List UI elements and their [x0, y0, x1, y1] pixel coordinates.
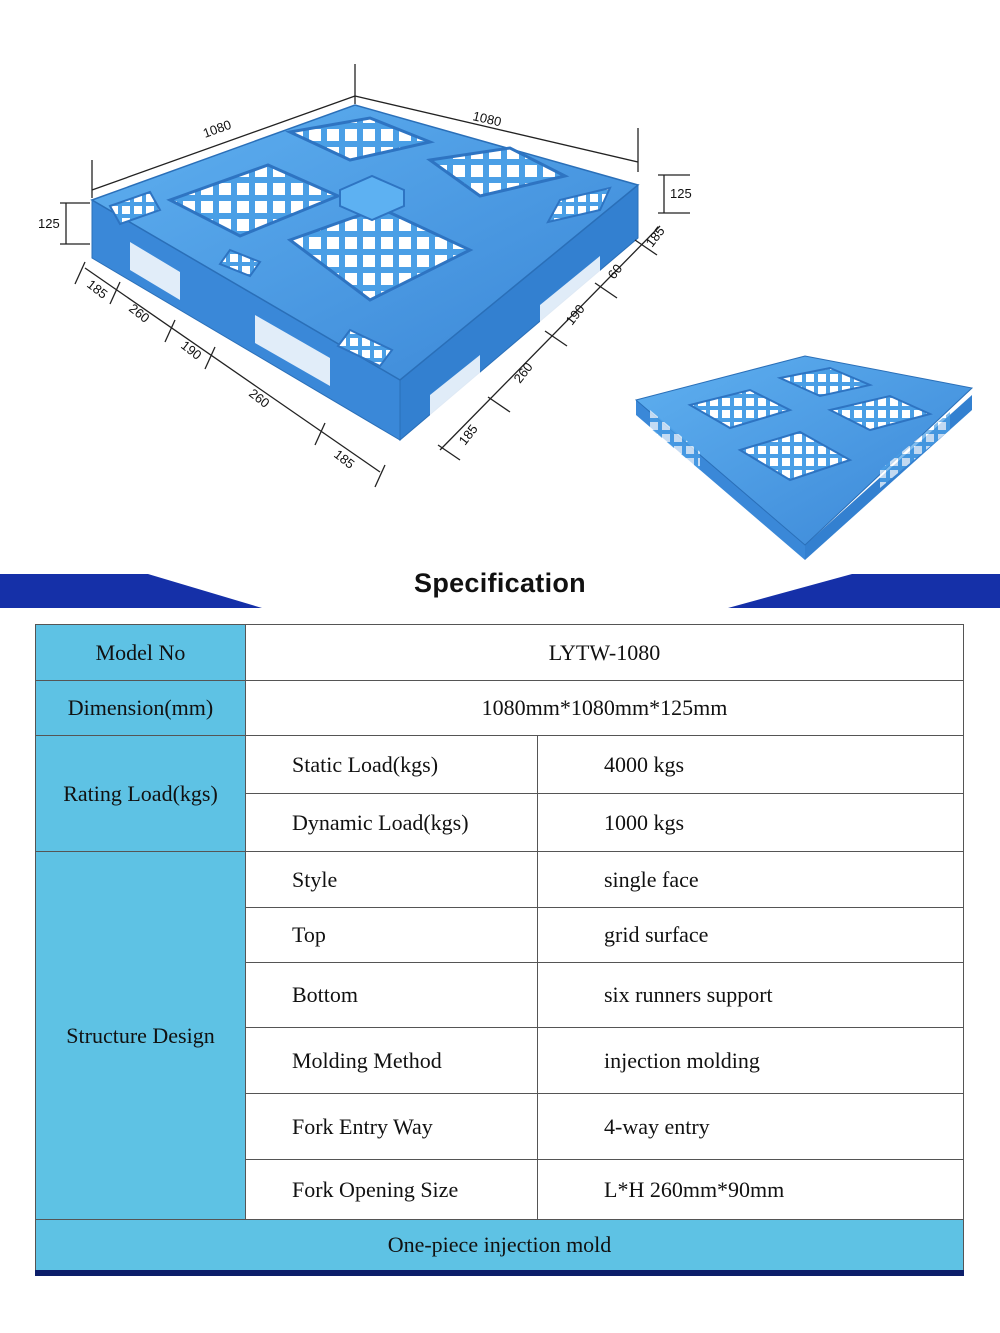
table-row: [36, 852, 964, 908]
model-no-value: LYTW-1080: [246, 625, 964, 681]
rating-load-label: Rating Load(kgs): [36, 736, 246, 852]
static-load-value: 4000 kgs: [538, 736, 964, 794]
table-row: [36, 681, 964, 736]
fork-entry-way-value: 4-way entry: [538, 1094, 964, 1160]
main-pallet: [92, 105, 638, 440]
table-row: [36, 736, 964, 794]
dim-height-right: 125: [670, 186, 692, 201]
front-seg-4: 260: [246, 385, 273, 411]
dimension-value: 1080mm*1080mm*125mm: [246, 681, 964, 736]
dim-height-left: 125: [38, 216, 60, 231]
fork-opening-size-value: L*H 260mm*90mm: [538, 1160, 964, 1220]
table-row: [36, 1220, 964, 1274]
top-name: Top: [246, 908, 538, 963]
static-load-name: Static Load(kgs): [246, 736, 538, 794]
dimension-label: Dimension(mm): [36, 681, 246, 736]
dim-top-right: 1080: [471, 108, 503, 130]
style-value: single face: [538, 852, 964, 908]
fork-opening-size-name: Fork Opening Size: [246, 1160, 538, 1220]
molding-method-name: Molding Method: [246, 1028, 538, 1094]
pallet-drawing: [0, 0, 1000, 560]
small-pallet: [636, 356, 972, 560]
front-seg-5: 185: [331, 446, 358, 472]
front-seg-2: 260: [126, 300, 153, 326]
structure-design-label: Structure Design: [36, 852, 246, 1220]
dynamic-load-value: 1000 kgs: [538, 794, 964, 852]
spec-title: Specification: [414, 568, 586, 598]
front-seg-3: 190: [178, 337, 205, 363]
side-seg-1: 185: [642, 223, 668, 250]
side-seg-4: 260: [510, 359, 536, 386]
front-seg-1: 185: [84, 276, 111, 302]
top-value: grid surface: [538, 908, 964, 963]
side-seg-5: 185: [455, 421, 481, 448]
dynamic-load-name: Dynamic Load(kgs): [246, 794, 538, 852]
fork-entry-way-name: Fork Entry Way: [246, 1094, 538, 1160]
spec-table: [35, 624, 964, 1276]
bottom-name: Bottom: [246, 963, 538, 1028]
side-seg-2: 60: [604, 261, 626, 282]
dim-top-left: 1080: [200, 116, 234, 141]
model-no-label: Model No: [36, 625, 246, 681]
table-footer: One-piece injection mold: [36, 1220, 964, 1274]
molding-method-value: injection molding: [538, 1028, 964, 1094]
style-name: Style: [246, 852, 538, 908]
table-row: [36, 625, 964, 681]
product-figure: [0, 0, 1000, 560]
bottom-value: six runners support: [538, 963, 964, 1028]
side-seg-3: 190: [562, 301, 588, 328]
